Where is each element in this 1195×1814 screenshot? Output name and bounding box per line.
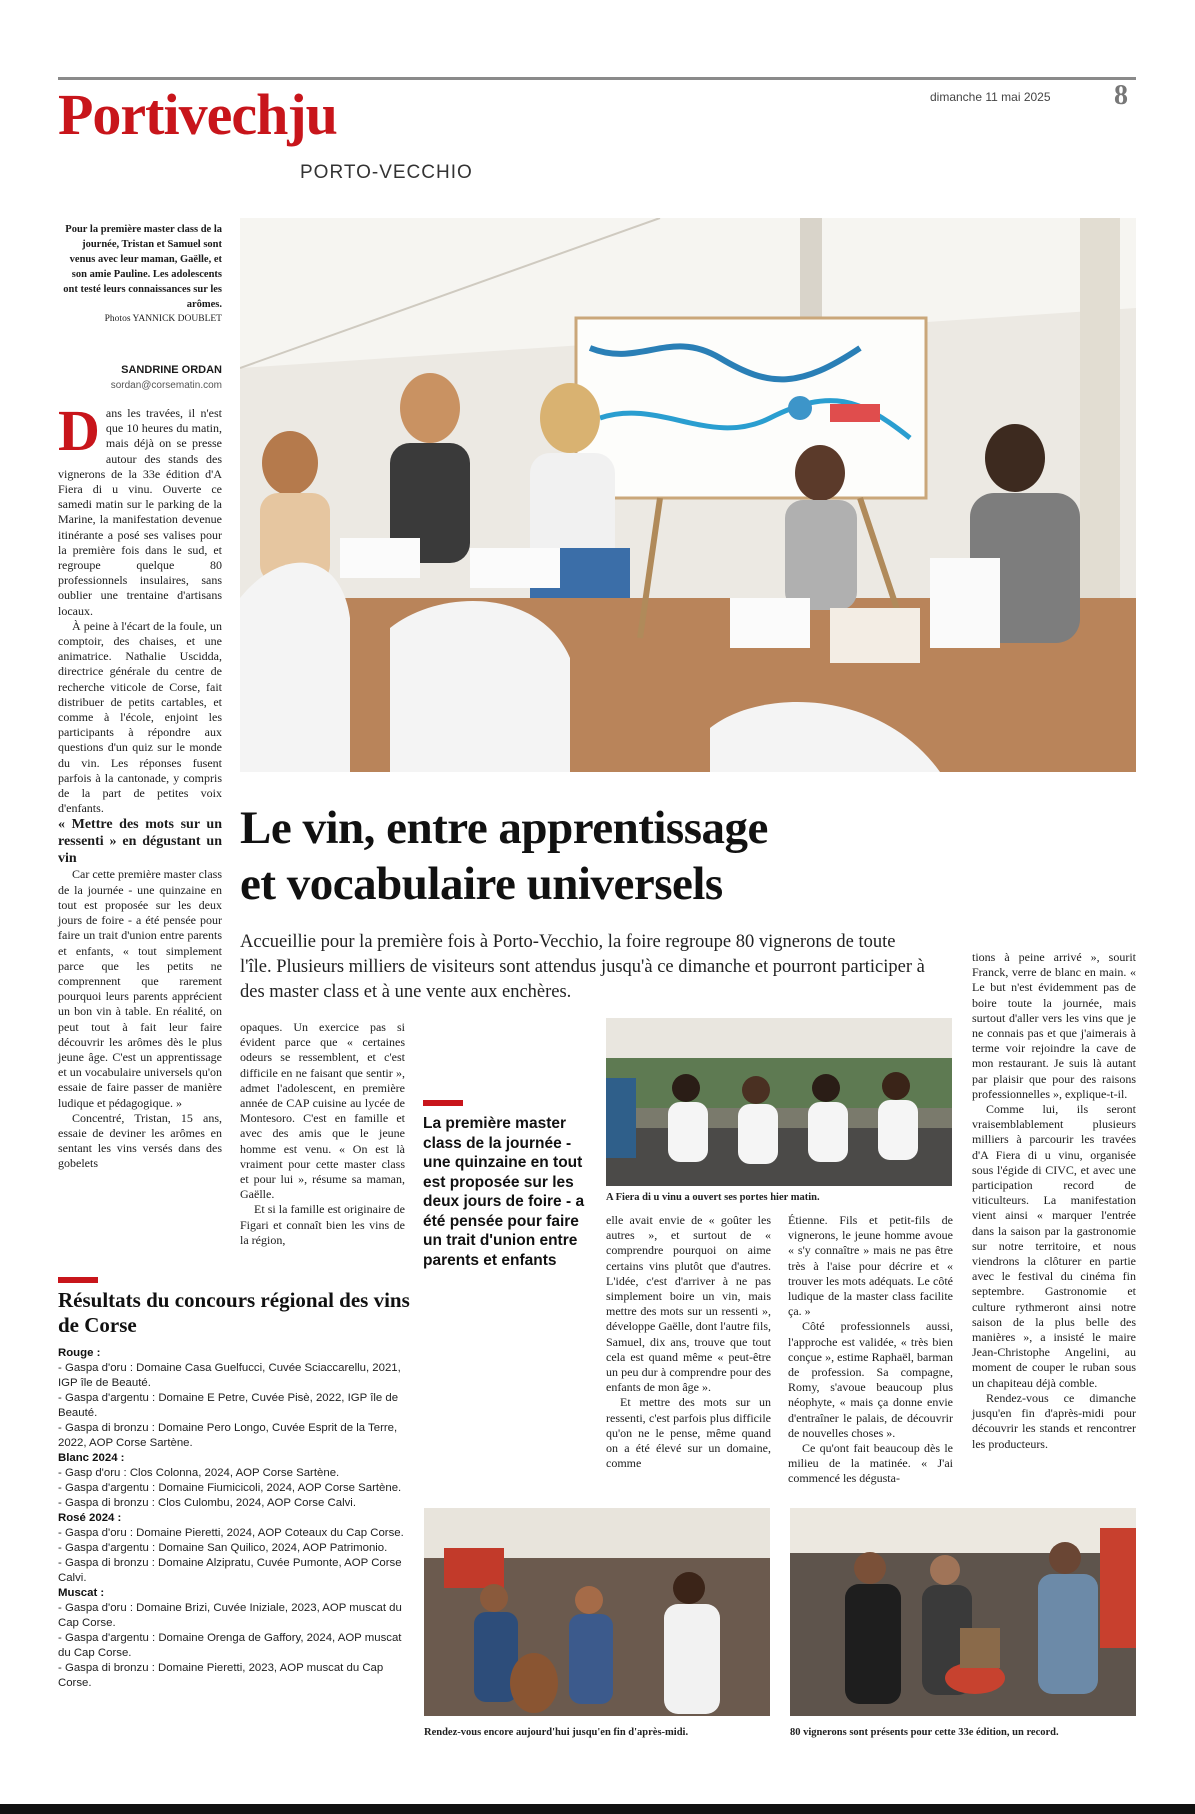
results-entry: - Gaspa d'argentu : Domaine Fiumicicoli, 2024, AOP Corse Sartène. (58, 1482, 402, 1494)
winemakers-photo (790, 1508, 1136, 1716)
results-entry: - Gaspa d'argentu : Domaine San Quilico, 2024, AOP Patrimonio. (58, 1542, 388, 1554)
article-column-1 (58, 398, 222, 1172)
headline (240, 800, 1140, 912)
results-entry: - Gaspa di bronzu : Domaine Pieretti, 2023, AOP muscat du Cap Corse. (58, 1662, 384, 1689)
paragraph-1: ans les travées, il n'est que 10 heures du matin, mais déjà on se presse autour des stands des vignerons de la 33e édition d'A Fiera di u vinu. Ouverte ce samedi matin sur le parking de la Marine, la manifestation devenue itinérante a posé ses valises pour la première fois dans le sud, et regroupe quelque 80 professionnels insulaires, sans oublier une trentaine d'artisans locaux. (58, 406, 222, 618)
results-entry: - Gasp d'oru : Clos Colonna, 2024, AOP Corse Sartène. (58, 1467, 340, 1479)
results-entry: - Gaspa di bronzu : Domaine Alzipratu, Cuvée Pumonte, AOP Corse Calvi. (58, 1557, 402, 1584)
main-photo-caption-text: Pour la première master class de la journée, Tristan et Samuel sont venus avec leur maman, Gaëlle, et son amie Pauline. Les adolescents ont testé leurs connaissances sur les arômes. (63, 224, 222, 310)
article-column-4 (788, 1213, 953, 1487)
results-category-blanc: Blanc 2024 : (58, 1452, 125, 1464)
paragraph-3: Car cette première master class de la journée - une quinzaine en tout est proposée sur les deux jours de foire - a été pensée pour faire un trait d'union entre parents et enfants, « tout simplement parce que les petits ne comprennent que rarement pourquoi leurs parents apprécient un bon vin à table. En réalité, on peut tout à fait leur faire découvrir les arômes dès le plus jeune âge. C'est un apprentissage et un vocabulaire universels qu'on essaie de faire passer de manière ludique et pédagogique. » (58, 867, 222, 1110)
paragraph-2: À peine à l'écart de la foule, un comptoir, des chaises, et une animatrice. Nathalie Uscidda, directrice générale du centre de recherche viticole de Corse, fait distribuer de petits cartables, et comme à l'école, enjoint les participants à répondre aux questions d'un quiz sur le monde du vin. Les réponses fusent parfois à la cantonade, y compris de la part de petites voix d'enfants. (58, 618, 222, 816)
paragraph-5: opaques. Un exercice pas si évident parce que « certaines odeurs se ressemblent, et c'est difficile en ne faisant que sentir », admet l'adolescent, en première année de CAP cuisine au lycée de Montesoro. C'est en famille et avec des amis que le jeune homme est venu. « On est là vraiment pour cette master class et pour lui », résume sa maman, Gaëlle. (240, 1020, 405, 1202)
results-title: Résultats du concours régional des vins de Corse (58, 1288, 410, 1337)
results-entry: - Gaspa d'argentu : Domaine E Petre, Cuvée Pisè, 2022, IGP île de Beauté. (58, 1392, 399, 1419)
headline-line-1: Le vin, entre apprentissage (240, 802, 768, 854)
results-entry: - Gaspa d'oru : Domaine Brizi, Cuvée Iniziale, 2023, AOP muscat du Cap Corse. (58, 1602, 402, 1629)
results-accent (58, 1277, 98, 1283)
results-list (58, 1346, 408, 1691)
main-photo (240, 218, 1136, 772)
paragraph-10: Côté professionnels aussi, l'approche est validée, « très bien conçue », estime Raphaël, barman de profession. Sa compagne, Romy, s'avoue beaucoup plus néophyte, « mais ça donne envie d'entraîner le palais, de découvrir de nouvelles choses ». (788, 1319, 953, 1440)
paragraph-13: Comme lui, ils seront vraisemblablement plusieurs milliers à parcourir les travées d'A Fiera di u vinu, organisée sous l'égide di CIVC, et avec une participation record de viticulteurs. La manifestation vient ainsi « marquer l'entrée dans la saison par la gastronomie sur notre territoire, et nous viendrons la clôturer en partie avec le festival du cinéma fin septembre. Gastronomie et culture rythmeront ainsi notre saison de la plus belle des manières », a insisté le maire Jean-Christophe Angelini, au moment de couper le ruban sous un chapiteau déjà comble. (972, 1102, 1136, 1390)
pull-quote: La première master class de la journée - une quinzaine en tout est proposée sur les deux jours de foire - a été pensée pour faire un trait d'union entre parents et enfants (423, 1115, 585, 1269)
fair-opening-caption: A Fiera di u vinu a ouvert ses portes hier matin. (606, 1192, 820, 1203)
interheading: « Mettre des mots sur un ressenti » en dégustant un vin (58, 817, 222, 867)
byline-email: sordan@corsematin.com (110, 380, 222, 391)
paragraph-14: Rendez-vous ce dimanche jusqu'en fin d'après-midi pour découvrir les stands et rencontrer les producteurs. (972, 1390, 1136, 1451)
paragraph-8: Et mettre des mots sur un ressenti, c'est parfois plus difficile qu'on ne le pense, même quand on a été élevé sur un domaine, comme (606, 1395, 771, 1471)
results-category-muscat: Muscat : (58, 1587, 105, 1599)
article-column-3 (606, 1213, 771, 1471)
results-category-rose: Rosé 2024 : (58, 1512, 122, 1524)
masthead: Portivechju (58, 82, 337, 147)
visitors-photo (424, 1508, 770, 1716)
page-number: 8 (1114, 80, 1128, 111)
bottom-border (0, 1804, 1195, 1814)
headline-line-2: et vocabulaire universels (240, 858, 723, 910)
paragraph-6: Et si la famille est originaire de Figari et connaît bien les vins de la région, (240, 1202, 405, 1247)
issue-date: dimanche 11 mai 2025 (930, 90, 1051, 104)
paragraph-7: elle avait envie de « goûter les autres », et surtout de « comprendre pourquoi on aime certains vins plutôt que d'autres. L'idée, c'est d'arriver à ne pas simplement boire un vin, mais mettre des mots sur un ressenti », développe Gaëlle, dont l'autre fils, Samuel, dix ans, trouve que tout cela est quand même « peut-être un peu dur à comprendre pour des enfants de mon âge ». (606, 1213, 771, 1395)
paragraph-11: Ce qu'ont fait beaucoup dès le milieu de la matinée. « J'ai commencé les dégusta- (788, 1441, 953, 1486)
article-column-2 (240, 1020, 405, 1248)
paragraph-9: Étienne. Fils et petit-fils de vignerons, le jeune homme avoue « s'y connaître » mais ne pas être très à l'aise pour décrire et « trouver les mots adéquats. Le côté ludique de la master class facilite ça. » (788, 1213, 953, 1319)
paragraph-12: tions à peine arrivé », sourit Franck, verre de blanc en main. « Le but n'est évidemment pas de boire toute la journée, mais surtout d'aller vers les vins que je ne connais pas et que j'aimerais à terme voir rejoindre la cave de mon restaurant. Je suis là autant par plaisir que pour des raisons professionnelles », explique-t-il. (972, 950, 1136, 1101)
winemakers-caption: 80 vignerons sont présents pour cette 33e édition, un record. (790, 1727, 1059, 1738)
fair-opening-photo (606, 1018, 952, 1186)
byline-author: SANDRINE ORDAN (121, 364, 222, 376)
pull-quote-accent (423, 1100, 463, 1106)
main-photo-caption (58, 222, 222, 327)
results-entry: - Gaspa di bronzu : Clos Culombu, 2024, AOP Corse Calvi. (58, 1497, 356, 1509)
standfirst: Accueillie pour la première fois à Porto-Vecchio, la foire regroupe 80 vignerons de toute l'île. Plusieurs milliers de visiteurs sont attendus jusqu'à ce dimanche et pourront participer à des master class et à une vente aux enchères. (240, 932, 925, 1002)
results-entry: - Gaspa di bronzu : Domaine Pero Longo, Cuvée Esprit de la Terre, 2022, AOP Corse Sartène. (58, 1422, 398, 1449)
results-entry: - Gaspa d'argentu : Domaine Orenga de Gaffory, 2024, AOP muscat du Cap Corse. (58, 1632, 402, 1659)
photo-credit: Photos YANNICK DOUBLET (104, 314, 222, 324)
paragraph-4: Concentré, Tristan, 15 ans, essaie de deviner les arômes en sentant les vins versés dans des gobelets (58, 1110, 222, 1171)
results-entry: - Gaspa d'oru : Domaine Pieretti, 2024, AOP Coteaux du Cap Corse. (58, 1527, 404, 1539)
visitors-caption: Rendez-vous encore aujourd'hui jusqu'en fin d'après-midi. (424, 1727, 689, 1738)
masthead-subtitle: PORTO-VECCHIO (300, 162, 473, 183)
results-category-rouge: Rouge : (58, 1347, 101, 1359)
article-column-5 (972, 950, 1136, 1452)
drop-cap: D (58, 398, 100, 463)
results-entry: - Gaspa d'oru : Domaine Casa Guelfucci, Cuvée Sciaccarellu, 2021, IGP île de Beauté. (58, 1362, 401, 1389)
